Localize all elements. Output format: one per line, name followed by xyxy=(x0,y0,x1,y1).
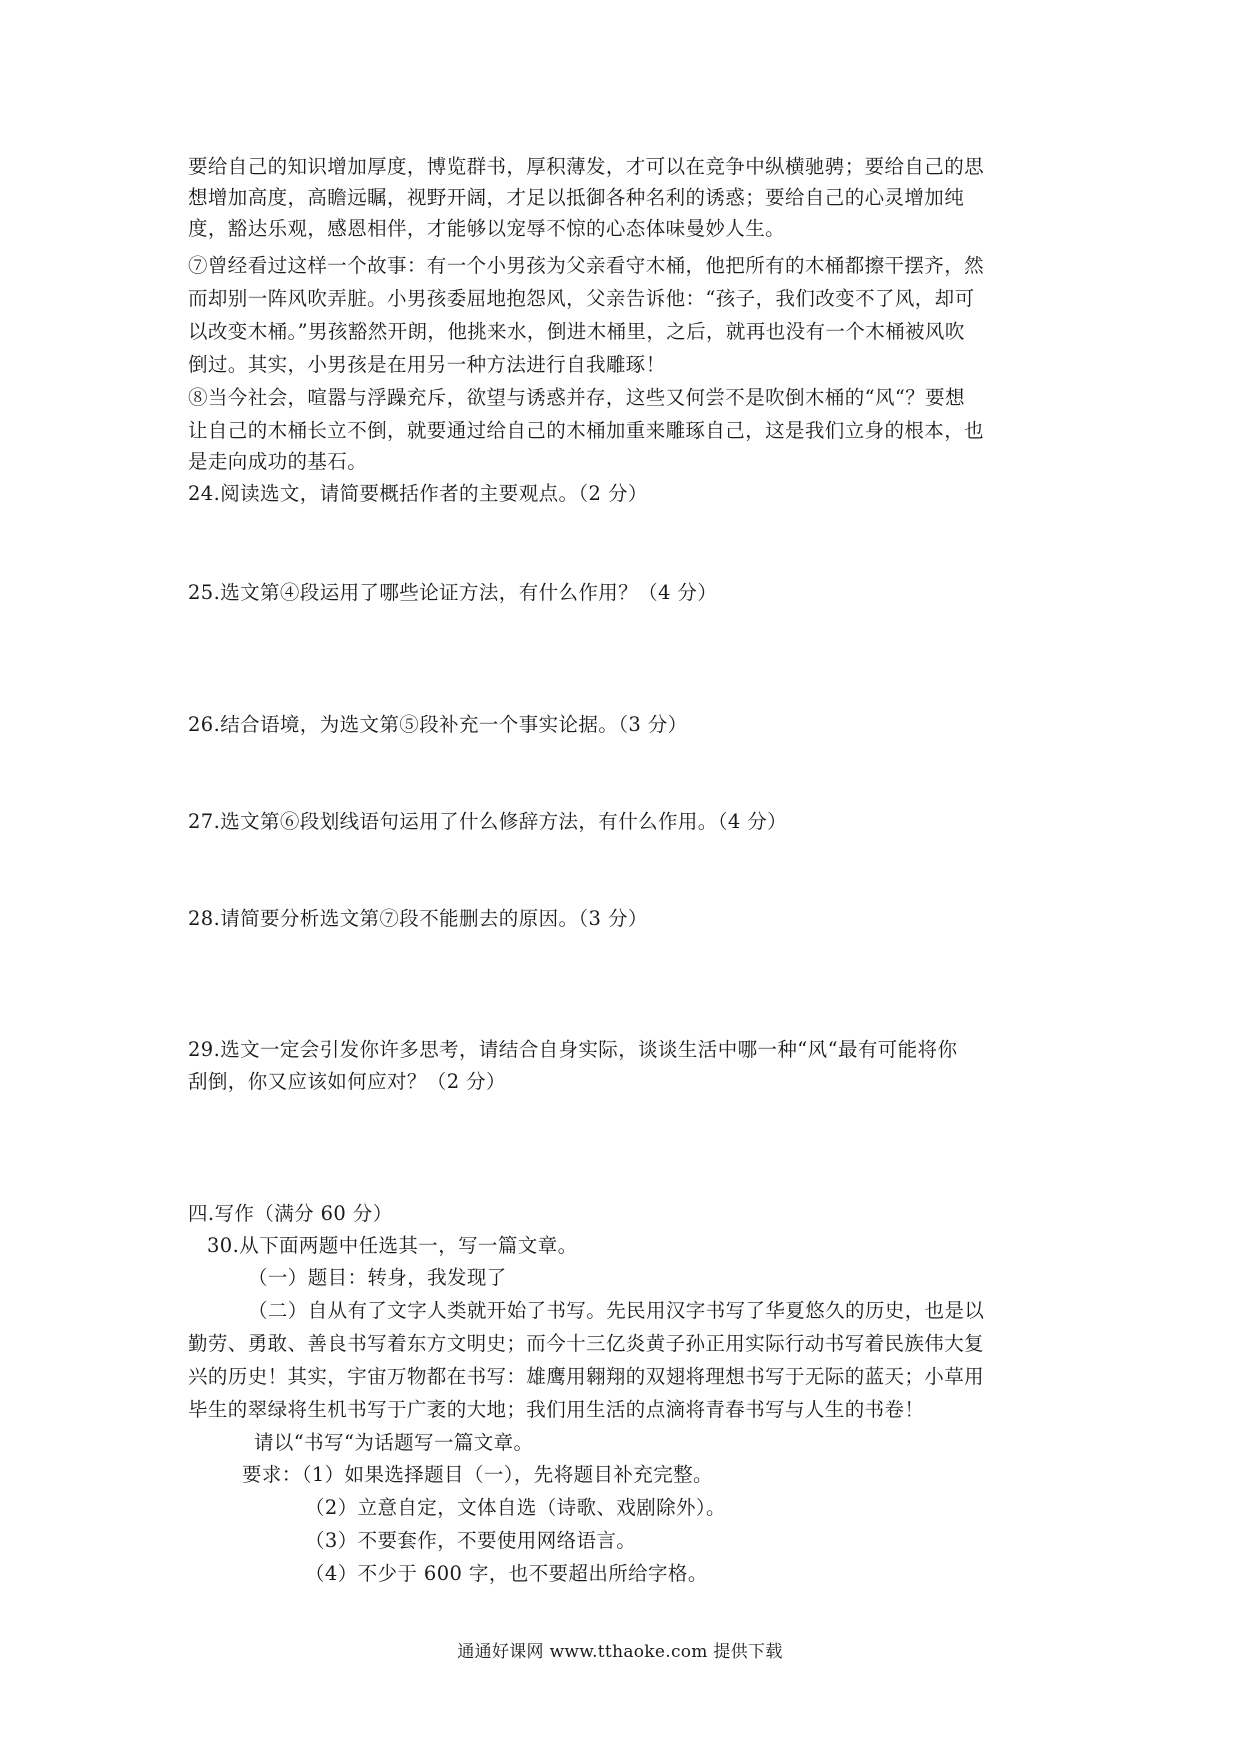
question-27: 27.选文第⑥段划线语句运用了什么修辞方法，有什么作用。（4 分） xyxy=(188,810,788,833)
page-footer: 通通好课网 www.tthaoke.com 提供下载 xyxy=(457,1642,783,1662)
question-24: 24.阅读选文，请简要概括作者的主要观点。（2 分） xyxy=(188,482,648,505)
question-25: 25.选文第④段运用了哪些论证方法，有什么作用？（4 分） xyxy=(188,581,718,604)
para8-line-1: ⑧当今社会，喧嚣与浮躁充斥，欲望与诱惑并存，这些又何尝不是吹倒木桶的“风“？要想 xyxy=(188,386,965,409)
para8-line-2: 让自己的木桶长立不倒，就要通过给自己的木桶加重来雕琢自己，这是我们立身的根本，也 xyxy=(188,419,985,442)
para6-line-1: 要给自己的知识增加厚度，博览群书，厚积薄发，才可以在竞争中纵横驰骋；要给自己的思 xyxy=(188,155,985,178)
requirement-2: （2）立意自定，文体自选（诗歌、戏剧除外）。 xyxy=(305,1496,726,1519)
para7-line-3: 以改变木桶。”男孩豁然开朗，他挑来水，倒进木桶里，之后，就再也没有一个木桶被风吹 xyxy=(188,320,965,343)
para7-line-4: 倒过。其实，小男孩是在用另一种方法进行自我雕琢！ xyxy=(188,353,666,376)
writing-option-2-line-4: 毕生的翠绿将生机书写于广袤的大地；我们用生活的点滴将青春书写与人生的书卷！ xyxy=(188,1398,925,1421)
requirement-3: （3）不要套作，不要使用网络语言。 xyxy=(305,1529,637,1552)
writing-option-1: （一）题目：转身，我发现了 xyxy=(248,1266,507,1289)
para6-line-2: 想增加高度，高瞻远瞩，视野开阔，才足以抵御各种名利的诱惑；要给自己的心灵增加纯 xyxy=(188,186,965,209)
requirement-1: 要求：（1）如果选择题目（一），先将题目补充完整。 xyxy=(242,1463,713,1486)
para7-line-2: 而却别一阵风吹弄脏。小男孩委屈地抱怨风，父亲告诉他：“孩子，我们改变不了风，却可 xyxy=(188,287,975,310)
para8-line-3: 是走向成功的基石。 xyxy=(188,450,368,473)
para6-line-3: 度，豁达乐观，感恩相伴，才能够以宠辱不惊的心态体味曼妙人生。 xyxy=(188,217,786,240)
question-28: 28.请简要分析选文第⑦段不能删去的原因。（3 分） xyxy=(188,907,648,930)
writing-heading: 四.写作（满分 60 分） xyxy=(188,1202,393,1225)
writing-option-2-line-3: 兴的历史！其实，宇宙万物都在书写：雄鹰用翱翔的双翅将理想书写于无际的蓝天；小草用 xyxy=(188,1365,985,1388)
question-30: 30.从下面两题中任选其一，写一篇文章。 xyxy=(207,1234,578,1257)
question-29-line-1: 29.选文一定会引发你许多思考，请结合自身实际，谈谈生活中哪一种“风“最有可能将你 xyxy=(188,1038,958,1061)
para7-line-1: ⑦曾经看过这样一个故事：有一个小男孩为父亲看守木桶，他把所有的木桶都擦干摆齐，然 xyxy=(188,254,985,277)
question-29-line-2: 刮倒，你又应该如何应对？（2 分） xyxy=(188,1070,506,1093)
requirement-4: （4）不少于 600 字，也不要超出所给字格。 xyxy=(305,1562,708,1585)
writing-option-2-line-1: （二）自从有了文字人类就开始了书写。先民用汉字书写了华夏悠久的历史，也是以 xyxy=(248,1299,985,1322)
question-26: 26.结合语境，为选文第⑤段补充一个事实论据。（3 分） xyxy=(188,713,688,736)
writing-topic: 请以“书写“为话题写一篇文章。 xyxy=(254,1431,534,1454)
writing-option-2-line-2: 勤劳、勇敢、善良书写着东方文明史；而今十三亿炎黄子孙正用实际行动书写着民族伟大复 xyxy=(188,1332,985,1355)
